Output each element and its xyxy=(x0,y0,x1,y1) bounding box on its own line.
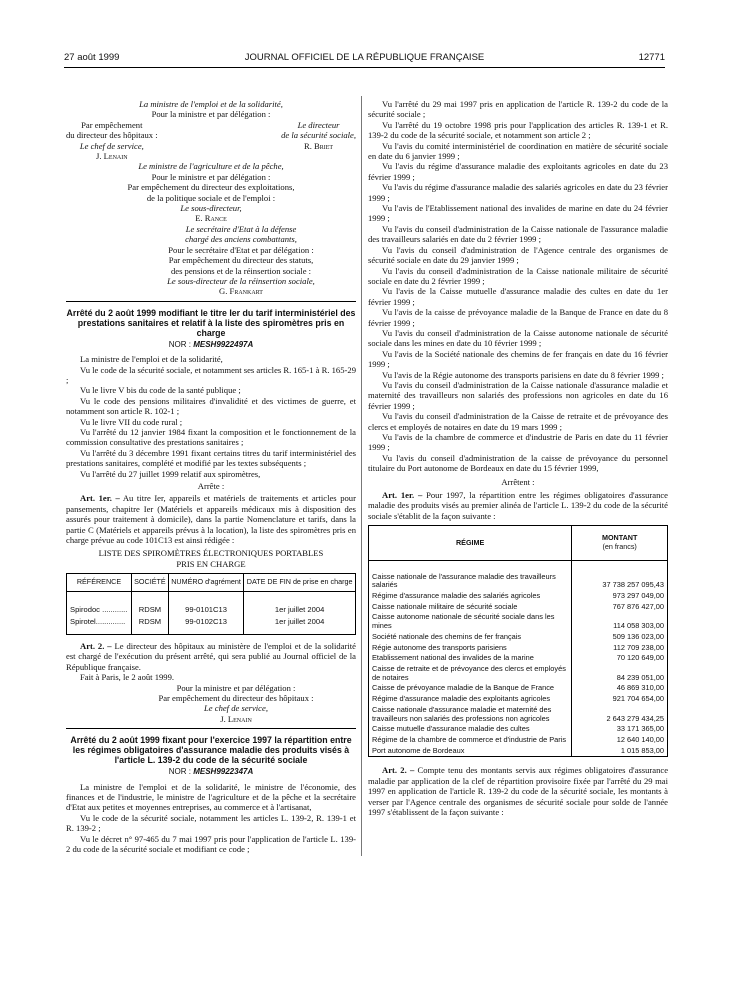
column-header: RÉFÉRENCE xyxy=(67,574,132,591)
paragraph: Vu l'avis de la chambre de commerce et d'industrie de Paris en date du 11 février 1999 ; xyxy=(368,432,668,453)
column-header: NUMÉRO d'agrément xyxy=(168,574,243,591)
signatory-name: J. Lenain xyxy=(96,151,128,162)
signatory-line: Par empêchement du directeur des hôpitaux : xyxy=(158,692,314,703)
table-body xyxy=(369,560,668,757)
header-rule xyxy=(64,67,665,68)
signatory-name: G. Frankart xyxy=(219,286,263,297)
signatory-line: Par empêchement du directeur des statuts, xyxy=(168,255,314,266)
regime-name: Caisse autonome nationale de sécurité sociale dans les mines xyxy=(369,612,572,631)
regime-name: Caisse de prévoyance maladie de la Banque de France xyxy=(369,683,572,694)
table-row xyxy=(369,746,668,757)
signatory-line: Le chef de service, xyxy=(204,703,268,714)
table-cell xyxy=(67,591,132,604)
signatory-line: Pour la ministre et par délégation : xyxy=(176,682,296,693)
table-row xyxy=(369,694,668,705)
paragraph: Vu l'arrêté du 12 janvier 1984 fixant la composition et le fonctionnement de la commission consultative des prestations sanitaires ; xyxy=(66,426,356,448)
paragraph: Vu l'arrêté du 19 octobre 1998 pris pour l'application des articles R. 139-1 et R. 139-2 du code de la sécurité sociale, et notamment son article 2 ; xyxy=(368,119,668,141)
table-cell: 1er juillet 2004 xyxy=(244,604,356,616)
arretent-word: Arrêtent : xyxy=(501,476,535,487)
table-row xyxy=(369,735,668,746)
arrete-2-title: Arrêté du 2 août 1999 fixant pour l'exercice 1997 la répartition entre les régimes obligatoires d'assurance maladie des produits visés à l'article L. 139-2 du code de la sécurité sociale xyxy=(70,735,352,766)
paragraph: Vu le livre VII du code rural ; xyxy=(80,416,183,427)
table-row xyxy=(369,612,668,631)
regime-amount: 84 239 051,00 xyxy=(572,664,668,683)
paragraph: Vu l'avis de la caisse de prévoyance maladie de la Banque de France en date du 8 février 1999 ; xyxy=(368,307,668,328)
article-text: Pour 1997, la répartition entre les régimes obligatoires d'assurance maladie des produits visés au premier alinéa de l'article L. 139-2 du code de la sécurité sociale s'établit de la façon suivante : xyxy=(368,490,668,521)
paragraph: Vu l'avis de la Caisse mutuelle d'assurance maladie des cultes en date du 1er février 1999 ; xyxy=(368,286,668,307)
table-body xyxy=(67,591,356,634)
regime-amount: 12 640 140,00 xyxy=(572,735,668,746)
paragraph: Vu l'avis du conseil d'administration de la Caisse nationale de l'assurance maladie des travailleurs salariés en date du 2 février 1999 ; xyxy=(368,223,668,245)
column-header: DATE DE FIN de prise en charge xyxy=(244,574,356,591)
arrete-1-title: Arrêté du 2 août 1999 modifiant le titre Ier du tarif interministériel des prestations sanitaires et relatif à la liste des spiromètres pris en charge xyxy=(66,307,356,338)
regime-name: Régime d'assurance maladie des exploitants agricoles xyxy=(369,694,572,705)
page-header xyxy=(64,52,665,66)
paragraph: Vu l'avis du régime d'assurance maladie des exploitants agricoles en date du 23 février 1999 ; xyxy=(368,161,668,182)
regime-amount: 46 869 310,00 xyxy=(572,683,668,694)
arrete-1-article-2 xyxy=(66,641,356,672)
nor-label: NOR : xyxy=(168,339,191,349)
signatory-line: Par empêchement xyxy=(81,119,143,130)
arrete-1-article-1 xyxy=(66,493,356,545)
regime-name: Caisse de retraite et de prévoyance des clercs et employés de notaires xyxy=(369,664,572,683)
paragraph: Vu l'avis du conseil d'administration de la Caisse autonome nationale de sécurité sociale dans les mines en date du 10 février 1999 ; xyxy=(368,327,668,349)
paragraph: Vu le code de la sécurité sociale, notamment les articles L. 139-2, R. 139-1 et R. 139-2 ; xyxy=(66,812,356,834)
table-row xyxy=(369,643,668,654)
paragraph: Vu le code des pensions militaires d'invalidité et des victimes de guerre, et notamment son article R. 102-1 ; xyxy=(66,395,356,417)
signatory-line: Le chef de service, xyxy=(79,140,144,151)
header-date: 27 août 1999 xyxy=(64,52,120,63)
regime-name: Caisse nationale d'assurance maladie et maternité des travailleurs non salariés des professions non agricoles xyxy=(369,705,572,724)
table-row xyxy=(369,591,668,602)
signatory-line: de la politique sociale et de l'emploi : xyxy=(146,192,276,203)
column-divider xyxy=(361,96,362,856)
signatory-line: des pensions et de la réinsertion sociale : xyxy=(170,265,312,276)
nor-label: NOR : xyxy=(168,767,191,777)
paragraph: Vu le code de la sécurité sociale, et notamment ses articles R. 165-1 à R. 165-29 ; xyxy=(66,364,356,385)
section-separator xyxy=(66,301,356,302)
signatory-line: Le ministre de l'agriculture et de la pêche, xyxy=(138,161,284,172)
table-header-row xyxy=(369,526,668,560)
section-separator xyxy=(66,728,356,729)
signature-pair xyxy=(66,120,356,162)
column-header: SOCIÉTÉ xyxy=(131,574,168,591)
arrete-2-visas xyxy=(368,99,668,474)
paragraph: Vu l'avis du conseil d'administration de la Caisse de retraite et de prévoyance des clercs et employés de notaires en date du 19 mars 1999 ; xyxy=(368,411,668,432)
article-label: Art. 1er. – xyxy=(80,493,120,504)
signatory-line: Pour le ministre et par délégation : xyxy=(151,171,271,182)
table-cell xyxy=(168,591,243,604)
regime-amount: 37 738 257 095,43 xyxy=(572,560,668,591)
table-row xyxy=(369,724,668,735)
paragraph: Vu l'avis de l'Etablissement national des invalides de marine en date du 24 février 1999 ; xyxy=(368,203,668,224)
paragraph: Vu l'avis du conseil d'administration de l'Agence centrale des organismes de sécurité sociale en date du 29 janvier 1999 ; xyxy=(368,244,668,266)
table-row xyxy=(67,604,356,616)
signatory-name: J. Lenain xyxy=(220,713,252,724)
regime-name: Régie autonome des transports parisiens xyxy=(369,643,572,654)
arrete-word: Arrête : xyxy=(197,481,225,491)
article-text: Au titre Ier, appareils et matériels de traitements et articles pour pansements, chapitre Ier (Matériels et appareils médicaux mis à disposition des assurés pour traitement à domicile), dans la partie Nomenclature et tarifs, dans la partie C (Matériels et appareils prévus à la location), la liste des spiromètres pris en charge prévue au code 101C13 est ainsi rédigée : xyxy=(66,493,356,546)
column-header-unit: (en francs) xyxy=(602,541,637,551)
table-row xyxy=(369,632,668,643)
paragraph: Vu l'avis de la Société nationale des chemins de fer français en date du 16 février 1999 ; xyxy=(368,348,668,370)
paragraph: Vu le décret n° 97-465 du 7 mai 1997 pris pour l'application de l'article L. 139-2 du code de la sécurité sociale et modifiant ce code ; xyxy=(66,833,356,854)
paragraph: Vu l'arrêté du 27 juillet 1999 relatif aux spiromètres, xyxy=(80,468,261,479)
left-column xyxy=(66,99,356,854)
table-spacer-row xyxy=(67,591,356,604)
paragraph: La ministre de l'emploi et de la solidarité, xyxy=(80,354,223,365)
table-row xyxy=(369,683,668,694)
regime-name: Société nationale des chemins de fer français xyxy=(369,632,572,643)
header-journal-title: JOURNAL OFFICIEL DE LA RÉPUBLIQUE FRANÇAISE xyxy=(244,52,485,63)
signature-block-1 xyxy=(66,99,356,297)
paragraph: Vu l'avis du conseil d'administration de la Caisse nationale militaire de sécurité sociale en date du 2 février 1999 ; xyxy=(368,265,668,286)
table-cell: Spirotel.............. xyxy=(67,616,132,634)
table-row xyxy=(369,664,668,683)
article-label: Art. 2. – xyxy=(80,640,112,651)
arrete-2-nor xyxy=(66,767,356,777)
regime-name: Port autonome de Bordeaux xyxy=(369,746,572,757)
regime-amount-table xyxy=(368,525,668,757)
table-cell: Spirodoc ............ xyxy=(67,604,132,616)
table-cell xyxy=(131,591,168,604)
spirometer-table xyxy=(66,573,356,635)
regime-amount: 70 120 649,00 xyxy=(572,653,668,664)
arrete-2-preamble xyxy=(66,782,356,855)
signatory-line: du directeur des hôpitaux : xyxy=(66,130,158,141)
regime-amount: 973 297 049,00 xyxy=(572,591,668,602)
arrete-1-visas xyxy=(66,354,356,479)
paragraph: La ministre de l'emploi et de la solidarité, le ministre de l'économie, des finances et de l'industrie, le ministre de l'agriculture et de la pêche et la secrétaire d'Etat aux petites et moyennes entreprises, au commerce et à l'artisanat, xyxy=(66,781,356,813)
right-column xyxy=(368,99,668,817)
regime-name: Caisse mutuelle d'assurance maladie des cultes xyxy=(369,724,572,735)
regime-amount: 921 704 654,00 xyxy=(572,694,668,705)
header-page-number: 12771 xyxy=(638,52,665,63)
regime-amount: 2 643 279 434,25 xyxy=(572,705,668,724)
signatory-name: R. Briet xyxy=(303,140,334,151)
arrete-2-article-2 xyxy=(368,765,668,817)
article-label: Art. 2. – xyxy=(382,765,415,776)
table-cell: RDSM xyxy=(131,604,168,616)
table-cell: 1er juillet 2004 xyxy=(244,616,356,634)
table-header-row xyxy=(67,574,356,591)
regime-amount: 112 709 238,00 xyxy=(572,643,668,654)
paragraph: Vu l'avis du régime d'assurance maladie des salariés agricoles en date du 23 février 1999 ; xyxy=(368,182,668,203)
signatory-line: Le sous-directeur, xyxy=(180,203,242,214)
paragraph: Vu l'avis du conseil d'administration de la caisse de prévoyance du personnel titulaire du Port autonome de Bordeaux en date du 15 février 1999, xyxy=(368,452,668,474)
signatory-line: La ministre de l'emploi et de la solidarité, xyxy=(139,99,283,109)
regime-name: Etablissement national des invalides de la marine xyxy=(369,653,572,664)
paragraph: Vu l'avis de la Régie autonome des transports parisiens en date du 8 février 1999 ; xyxy=(382,369,664,380)
article-label: Art. 1er. – xyxy=(382,490,423,501)
table-row xyxy=(369,653,668,664)
column-header-montant xyxy=(572,526,668,560)
regime-name: Caisse nationale de l'assurance maladie des travailleurs salariés xyxy=(369,560,572,591)
regime-amount: 509 136 023,00 xyxy=(572,632,668,643)
table-row xyxy=(369,705,668,724)
table-row xyxy=(369,602,668,613)
paragraph: Vu le livre V bis du code de la santé publique ; xyxy=(80,385,241,396)
paragraph: Vu l'avis du comité interministériel de coordination en matière de sécurité sociale en date du 6 janvier 1999 ; xyxy=(368,140,668,162)
table-cell: 99-0101C13 xyxy=(168,604,243,616)
table-row xyxy=(369,560,668,591)
table-cell: RDSM xyxy=(131,616,168,634)
list-subtitle: PRIS EN CHARGE xyxy=(176,558,246,569)
regime-amount: 1 015 853,00 xyxy=(572,746,668,757)
regime-amount: 767 876 427,00 xyxy=(572,602,668,613)
arrete-1-nor xyxy=(66,340,356,350)
signatory-line: Pour le secrétaire d'Etat et par délégation : xyxy=(168,244,314,255)
signatory-line: Par empêchement du directeur des exploitations, xyxy=(127,182,295,193)
column-header-regime: RÉGIME xyxy=(369,526,572,560)
paragraph: Vu l'avis du conseil d'administration de la Caisse nationale d'assurance maladie et maternité des travailleurs non salariés des professions non agricoles en date du 16 février 1999 ; xyxy=(368,379,668,411)
regime-name: Régime de la chambre de commerce et d'industrie de Paris xyxy=(369,735,572,746)
column-header-label: MONTANT xyxy=(601,533,638,543)
signatory-line: Le directeur xyxy=(297,119,340,130)
article-text: Le directeur des hôpitaux au ministère de l'emploi et de la solidarité est chargé de l'exécution du présent arrêté, qui sera publié au Journal officiel de la République française. xyxy=(66,640,356,672)
nor-code: MESH9922497A xyxy=(193,339,254,349)
signature-left xyxy=(66,120,158,162)
arrete-2-article-1 xyxy=(368,490,668,521)
regime-name: Régime d'assurance maladie des salariés agricoles xyxy=(369,591,572,602)
table-cell xyxy=(244,591,356,604)
signatory-line: Le secrétaire d'Etat à la défense xyxy=(185,223,297,234)
signatory-line: Le sous-directeur de la réinsertion sociale, xyxy=(167,275,315,286)
signature-right xyxy=(281,120,356,162)
signature-date: Fait à Paris, le 2 août 1999. xyxy=(80,672,175,683)
nor-code: MESH9922347A xyxy=(193,767,254,777)
paragraph: Vu l'arrêté du 29 mai 1997 pris en application de l'article R. 139-2 du code de la sécurité sociale ; xyxy=(368,99,668,120)
list-title: LISTE DES SPIROMÈTRES ÉLECTRONIQUES PORTABLES xyxy=(98,548,324,559)
table-row xyxy=(67,616,356,634)
signatory-line: chargé des anciens combattants, xyxy=(185,234,297,245)
regime-name: Caisse nationale militaire de sécurité sociale xyxy=(369,602,572,613)
signatory-line: Pour la ministre et par délégation : xyxy=(151,109,271,120)
table-cell: 99-0102C13 xyxy=(168,616,243,634)
regime-amount: 33 171 365,00 xyxy=(572,724,668,735)
article-text: Compte tenu des montants servis aux régimes obligatoires d'assurance maladie par application de la clef de répartition provisoire fixée par l'arrêté du 29 mai 1997 en application de l'article R. 139-2 du code de la sécurité sociale, les montants à verser par l'Agence centrale des organismes de sécurité sociale pour solde de l'année 1997 s'établissent de la façon suivante : xyxy=(368,765,669,817)
signatory-line: de la sécurité sociale, xyxy=(281,130,356,141)
signatory-name: E. Rance xyxy=(195,213,227,224)
regime-amount: 114 058 303,00 xyxy=(572,612,668,631)
paragraph: Vu l'arrêté du 3 décembre 1991 fixant certains titres du tarif interministériel des prestations sanitaires, complété et modifié par les textes subséquents ; xyxy=(66,447,356,469)
